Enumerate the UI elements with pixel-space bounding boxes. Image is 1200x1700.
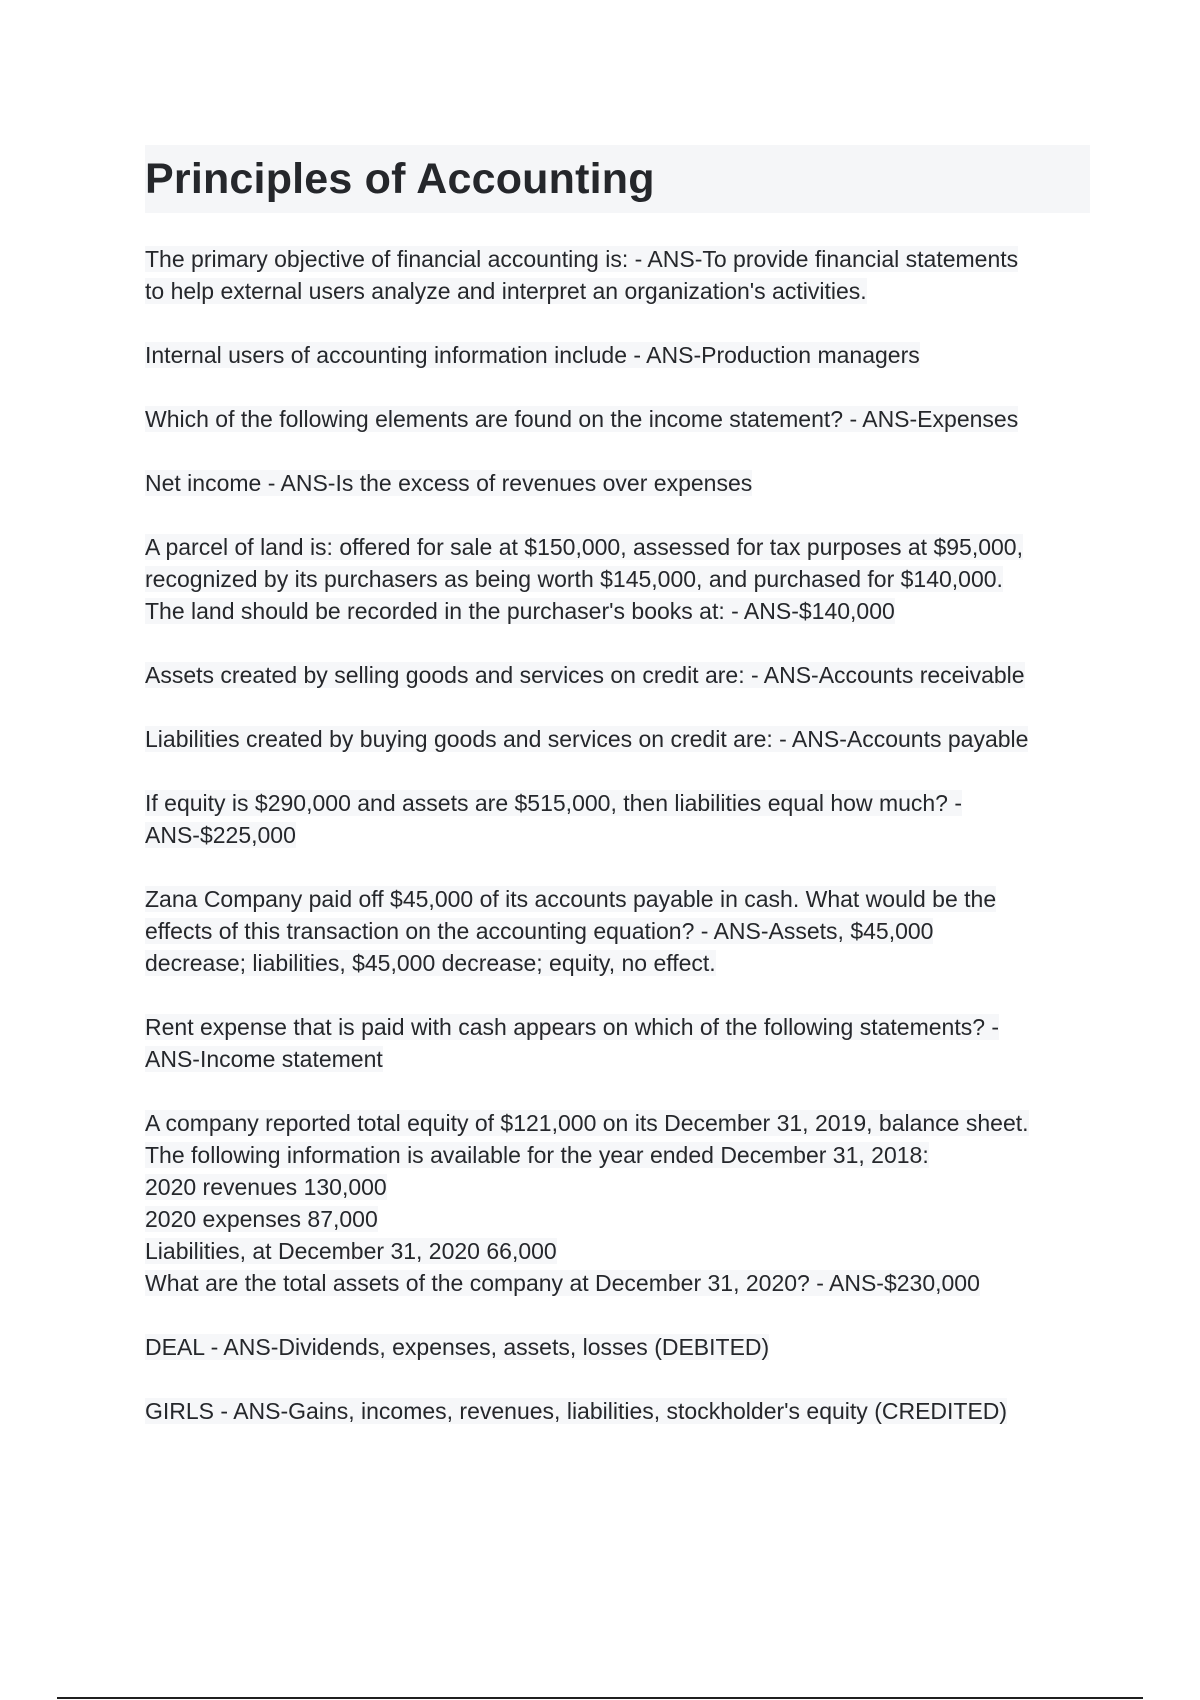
qa-item: [145, 531, 1090, 627]
qa-text: A parcel of land is: offered for sale at $150,000, assessed for tax purposes at $95,000, recognized by its purchasers as being worth $145,000, and purchased for $140,000. The land should be recorded in the purchaser's books at: - ANS-$140,000: [145, 534, 1023, 624]
qa-text: Internal users of accounting information include - ANS-Production managers: [145, 342, 920, 368]
qa-list: [145, 243, 1090, 1427]
qa-text: If equity is $290,000 and assets are $515,000, then liabilities equal how much? - ANS-$225,000: [145, 790, 963, 848]
qa-text: Rent expense that is paid with cash appears on which of the following statements? - ANS-Income statement: [145, 1014, 1000, 1072]
qa-item: [145, 467, 1090, 499]
qa-item: [145, 339, 1090, 371]
qa-text: A company reported total equity of $121,000 on its December 31, 2019, balance sheet. The following information is available for the year ended December 31, 2018: 2020 revenues 130,000 2020 expenses 87,000 Liabilities, at December 31, 2020 66,000 What are the total assets of the company at December 31, 2020? - ANS-$230,000: [145, 1110, 1029, 1296]
qa-text: Assets created by selling goods and services on credit are: - ANS-Accounts receivable: [145, 662, 1025, 688]
qa-item: [145, 659, 1090, 691]
qa-item: [145, 723, 1090, 755]
qa-item: [145, 243, 1090, 307]
document-title: Principles of Accounting: [145, 154, 655, 203]
qa-item: [145, 403, 1090, 435]
qa-item: [145, 1395, 1090, 1427]
qa-item: [145, 1011, 1090, 1075]
qa-text: GIRLS - ANS-Gains, incomes, revenues, liabilities, stockholder's equity (CREDITED): [145, 1398, 1008, 1424]
qa-text: Which of the following elements are found on the income statement? - ANS-Expenses: [145, 406, 1019, 432]
qa-item: [145, 787, 1090, 851]
qa-text: Liabilities created by buying goods and services on credit are: - ANS-Accounts payable: [145, 726, 1029, 752]
qa-text: DEAL - ANS-Dividends, expenses, assets, losses (DEBITED): [145, 1334, 770, 1360]
qa-item: [145, 1331, 1090, 1363]
qa-text: The primary objective of financial accounting is: - ANS-To provide financial statements to help external users analyze and interpret an organization's activities.: [145, 246, 1019, 304]
qa-item: [145, 883, 1090, 979]
title-bar: [145, 145, 1090, 213]
qa-text: Zana Company paid off $45,000 of its accounts payable in cash. What would be the effects of this transaction on the accounting equation? - ANS-Assets, $45,000 decrease; liabilities, $45,000 decrease; equity, no effect.: [145, 886, 997, 976]
qa-text: Net income - ANS-Is the excess of revenues over expenses: [145, 470, 753, 496]
page-bottom-rule: [57, 1697, 1143, 1699]
document-page: [145, 145, 1090, 1459]
qa-item: [145, 1107, 1090, 1299]
